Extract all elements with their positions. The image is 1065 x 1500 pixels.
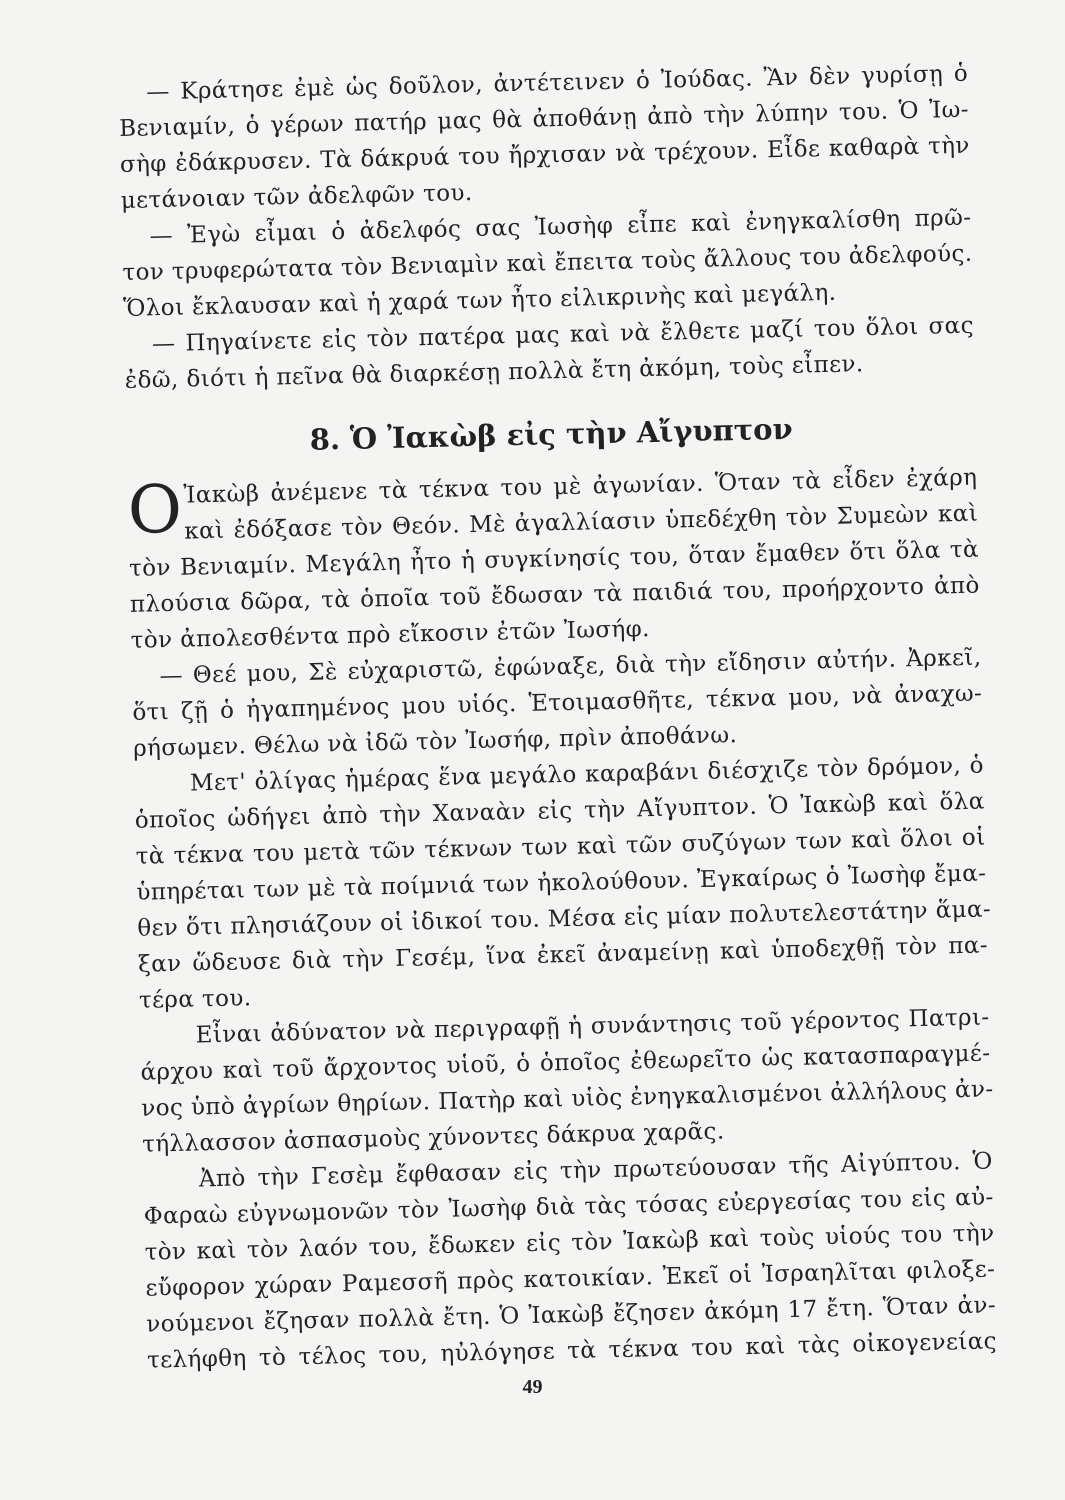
text-line: Φαραὼ εὐγνωμονῶν τὸν Ἰωσὴφ διὰ τὰς τόσας εὐεργεσίας του εἰς αὐ- — [143, 1184, 994, 1230]
text-line: πλούσια δῶρα, τὰ ὁποῖα τοῦ ἔδωσαν τὰ παιδιά του, προήρχοντο ἀπὸ — [129, 572, 981, 618]
text-line: — Κράτησε ἐμὲ ὡς δοῦλον, ἀντέτεινεν ὁ Ἰούδας. Ἂν δὲν γυρίσῃ ὁ — [146, 60, 969, 106]
text-line: τὸν Βενιαμίν. Μεγάλη ἦτο ἡ συγκίνησίς του, ὅταν ἔμαθεν ὅτι ὅλα τὰ — [128, 536, 980, 582]
text-line: — Πηγαίνετε εἰς τὸν πατέρα μας καὶ νὰ ἔλθετε μαζί του ὅλοι σας — [151, 312, 975, 358]
text-line: ξαν ὥδευσε διὰ τὴν Γεσέμ, ἵνα ἐκεῖ ἀναμείνῃ καὶ ὑποδεχθῇ τὸν πα- — [137, 932, 989, 978]
text-line: — Ἐγὼ εἶμαι ὁ ἀδελφός σας Ἰωσὴφ εἶπε καὶ ἐνηγκαλίσθη πρῶ- — [149, 204, 972, 250]
text-line: Ἀπὸ τὴν Γεσὲμ ἔφθασαν εἰς τὴν πρωτεύουσαν τῆς Αἰγύπτου. Ὁ — [198, 1148, 994, 1193]
text-line: τον τρυφερώτατα τὸν Βενιαμὶν καὶ ἔπειτα τοὺς ἄλλους του ἀδελφούς. — [122, 240, 973, 286]
text-line: θεν ὅτι πλησιάζουν οἱ ἰδικοί του. Μέσα εἰς μίαν πολυτελεστάτην ἅμα- — [137, 896, 992, 942]
text-line: Εἶναι ἀδύνατον νὰ περιγραφῇ ἡ συνάντησις τοῦ γέροντος Πατρι- — [195, 1004, 990, 1049]
text-line: σὴφ ἐδάκρυσεν. Τὰ δάκρυά του ἤρχισαν νὰ τρέχουν. Εἶδε καθαρὰ τὴν — [119, 132, 971, 178]
text-line: νούμενοι ἔζησαν πολλὰ ἔτη. Ὁ Ἰακὼβ ἔζησεν ἀκόμη 17 ἔτη. Ὅταν ἀν- — [145, 1292, 997, 1338]
text-line: τὸν καὶ τὸν λαόν του, ἔδωκεν εἰς τὸν Ἰακὼβ καὶ τοὺς υἱούς του τὴν — [144, 1220, 995, 1266]
text-line: εὔφορον χώραν Ραμεσσῆ πρὸς κατοικίαν. Ἐκεῖ οἱ Ἰσραηλῖται φιλοξε- — [145, 1256, 996, 1302]
text-line: τὸν ἀπολεσθέντα πρὸ εἴκοσιν ἐτῶν Ἰωσήφ. — [130, 616, 651, 654]
text-line: τήλλασσον ἀσπασμοὺς χύνοντες δάκρυα χαρᾶς. — [141, 1118, 725, 1158]
text-line: ρήσωμεν. Θέλω νὰ ἰδῶ τὸν Ἰωσήφ, πρὶν ἀποθάνω. — [132, 722, 738, 762]
text-line: — Θεέ μου, Σὲ εὐχαριστῶ, ἐφώναξε, διὰ τὴν εἴδησιν αὐτήν. Ἀρκεῖ, — [159, 644, 982, 690]
text-line: μετάνοιαν τῶν ἀδελφῶν του. — [120, 179, 473, 214]
drop-cap: Ο — [126, 470, 183, 549]
text-line: ὁποῖος ὡδήγει ἀπὸ τὴν Χαναὰν εἰς τὴν Αἴγυπτον. Ὁ Ἰακὼβ καὶ ὅλα — [134, 788, 985, 834]
text-line: Ὅλοι ἔκλαυσαν καὶ ἡ χαρά των ἦτο εἰλικρινὴς καὶ μεγάλη. — [122, 279, 837, 322]
text-line: τέρα του. — [138, 985, 252, 1014]
text-line: ὅτι ζῇ ὁ ἠγαπημένος μου υἱός. Ἑτοιμασθῆτε, τέκνα μου, νὰ ἀναχω- — [132, 680, 983, 726]
chapter-heading: 8. Ὁ Ἰακὼβ εἰς τὴν Αἴγυπτον — [309, 411, 794, 457]
text-line: νος ὑπὸ ἀγρίων θηρίων. Πατὴρ καὶ υἱὸς ἐνηγκαλισμένοι ἀλλήλους ἀν- — [141, 1076, 994, 1122]
text-line: Ἰακὼβ ἀνέμενε τὰ τέκνα του μὲ ἀγωνίαν. Ὅταν τὰ εἶδεν ἐχάρη — [183, 464, 978, 509]
text-line: ὑπηρέται των μὲ τὰ ποίμνιά των ἠκολούθουν. Ἐγκαίρως ὁ Ἰωσὴφ ἔμα- — [136, 860, 987, 906]
text-line: Βενιαμίν, ὁ γέρων πατήρ μας θὰ ἀποθάνῃ ἀπὸ τὴν λύπην του. Ὁ Ἰω- — [118, 96, 970, 142]
text-block — [118, 59, 998, 1374]
text-line: Μετ' ὀλίγας ἡμέρας ἕνα μεγάλο καραβάνι διέσχιζε τὸν δρόμον, ὁ — [189, 752, 985, 797]
text-line: άρχου καὶ τοῦ ἄρχοντος υἱοῦ, ὁ ὁποῖος ἐθεωρεῖτο ὡς κατασπαραγμέ- — [140, 1040, 991, 1086]
text-line: τὰ τέκνα του μετὰ τῶν τέκνων των καὶ τῶν συζύγων των καὶ ὅλοι οἱ — [135, 824, 986, 870]
text-line: καὶ ἐδόξασε τὸν Θεόν. Μὲ ἀγαλλίασιν ὑπεδέχθη τὸν Συμεὼν καὶ — [184, 500, 979, 545]
text-line: τελήφθη τὸ τέλος του, ηὐλόγησε τὰ τέκνα του καὶ τὰς οἰκογενείας — [146, 1328, 998, 1374]
page-number: 49 — [522, 1376, 543, 1398]
text-line: ἐδῶ, διότι ἡ πεῖνα θὰ διαρκέσῃ πολλὰ ἔτη ἀκόμη, τοὺς εἶπεν. — [124, 351, 864, 394]
